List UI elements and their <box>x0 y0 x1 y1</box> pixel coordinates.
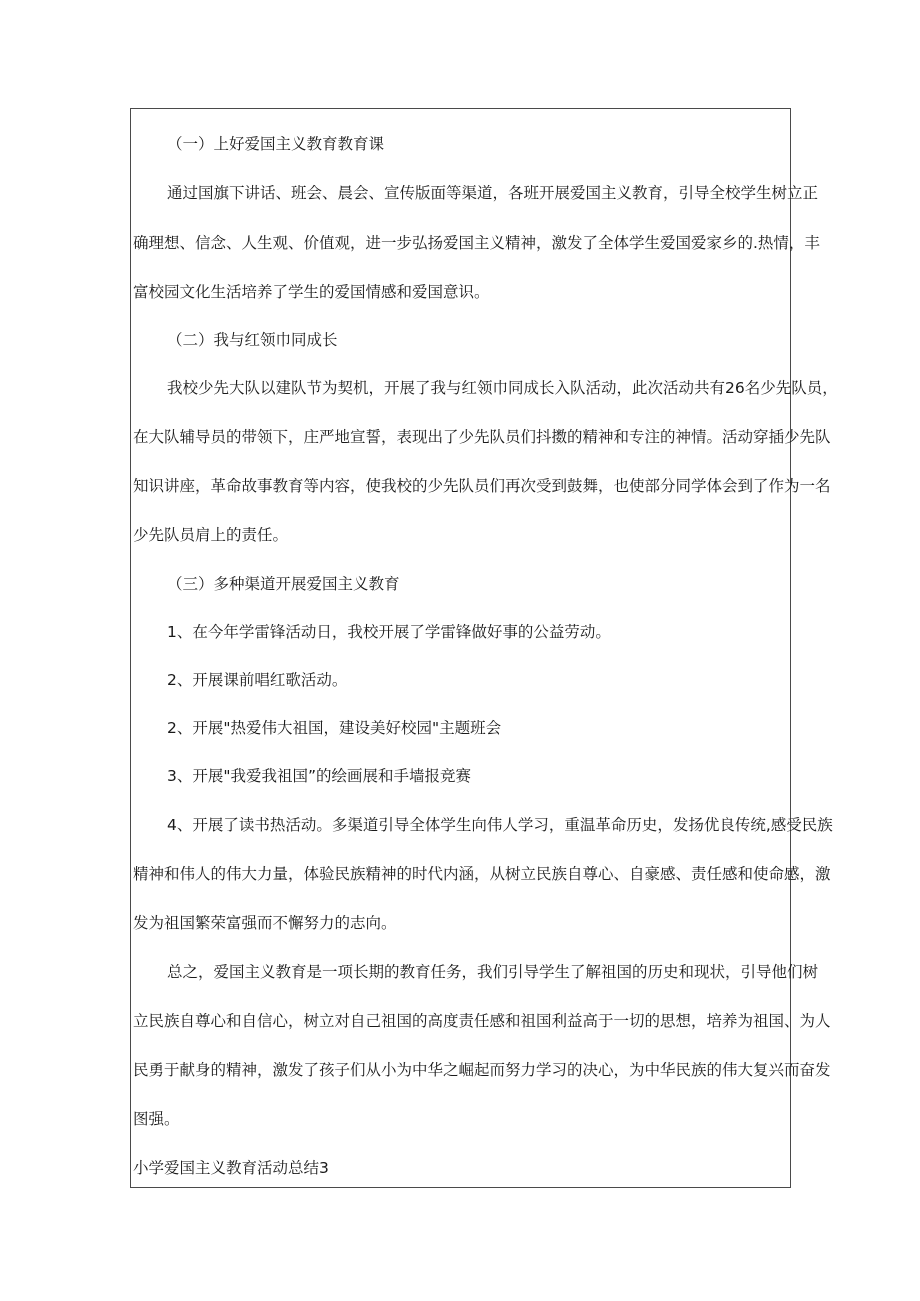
paragraph-line: 富校园文化生活培养了学生的爱国情感和爱国意识。 <box>133 283 490 301</box>
list-item: 1、在今年学雷锋活动日，我校开展了学雷锋做好事的公益劳动。 <box>167 623 611 641</box>
conclusion-line: 图强。 <box>133 1110 180 1128</box>
paragraph-line: 我校少先大队以建队节为契机，开展了我与红领巾同成长入队活动，此次活动共有26名少先队员， <box>167 379 838 397</box>
list-item: 3、开展"我爱我祖国”的绘画展和手墙报竞赛 <box>167 767 472 785</box>
paragraph-line: 发为祖国繁荣富强而不懈努力的志向。 <box>133 914 397 932</box>
paragraph-line: 少先队员肩上的责任。 <box>133 526 289 544</box>
list-item: 2、开展"热爱伟大祖国，建设美好校园"主题班会 <box>167 719 502 737</box>
list-item: 4、开展了读书热活动。多渠道引导全体学生向伟人学习，重温革命历史，发扬优良传统,感受民族 <box>167 816 833 834</box>
paragraph-line: 精神和伟人的伟大力量，体验民族精神的时代内涵，从树立民族自尊心、自豪感、责任感和使命感，激 <box>133 865 831 883</box>
paragraph-line: 通过国旗下讲话、班会、晨会、宣传版面等渠道，各班开展爱国主义教育，引导全校学生树立正 <box>167 184 819 202</box>
conclusion-line: 立民族自尊心和自信心，树立对自己祖国的高度责任感和祖国利益高于一切的思想，培养为祖国、为人 <box>133 1012 831 1030</box>
section-heading-2: （二）我与红领巾同成长 <box>167 331 338 349</box>
paragraph-line: 知识讲座，革命故事教育等内容，使我校的少先队员们再次受到鼓舞，也使部分同学体会到了作为一名 <box>133 477 831 495</box>
section-heading-3: （三）多种渠道开展爱国主义教育 <box>167 575 400 593</box>
next-document-title: 小学爱国主义教育活动总结3 <box>133 1159 329 1177</box>
paragraph-line: 确理想、信念、人生观、价值观，进一步弘扬爱国主义精神，激发了全体学生爱国爱家乡的.热情，丰 <box>133 234 820 252</box>
conclusion-line: 民勇于献身的精神，激发了孩子们从小为中华之崛起而努力学习的决心，为中华民族的伟大复兴而奋发 <box>133 1061 831 1079</box>
list-item: 2、开展课前唱红歌活动。 <box>167 671 348 689</box>
paragraph-line: 在大队辅导员的带领下，庄严地宣誓，表现出了少先队员们抖擞的精神和专注的神情。活动穿插少先队 <box>133 428 831 446</box>
section-heading-1: （一）上好爱国主义教育教育课 <box>167 135 385 153</box>
conclusion-line: 总之，爱国主义教育是一项长期的教育任务，我们引导学生了解祖国的历史和现状，引导他们树 <box>167 963 819 981</box>
